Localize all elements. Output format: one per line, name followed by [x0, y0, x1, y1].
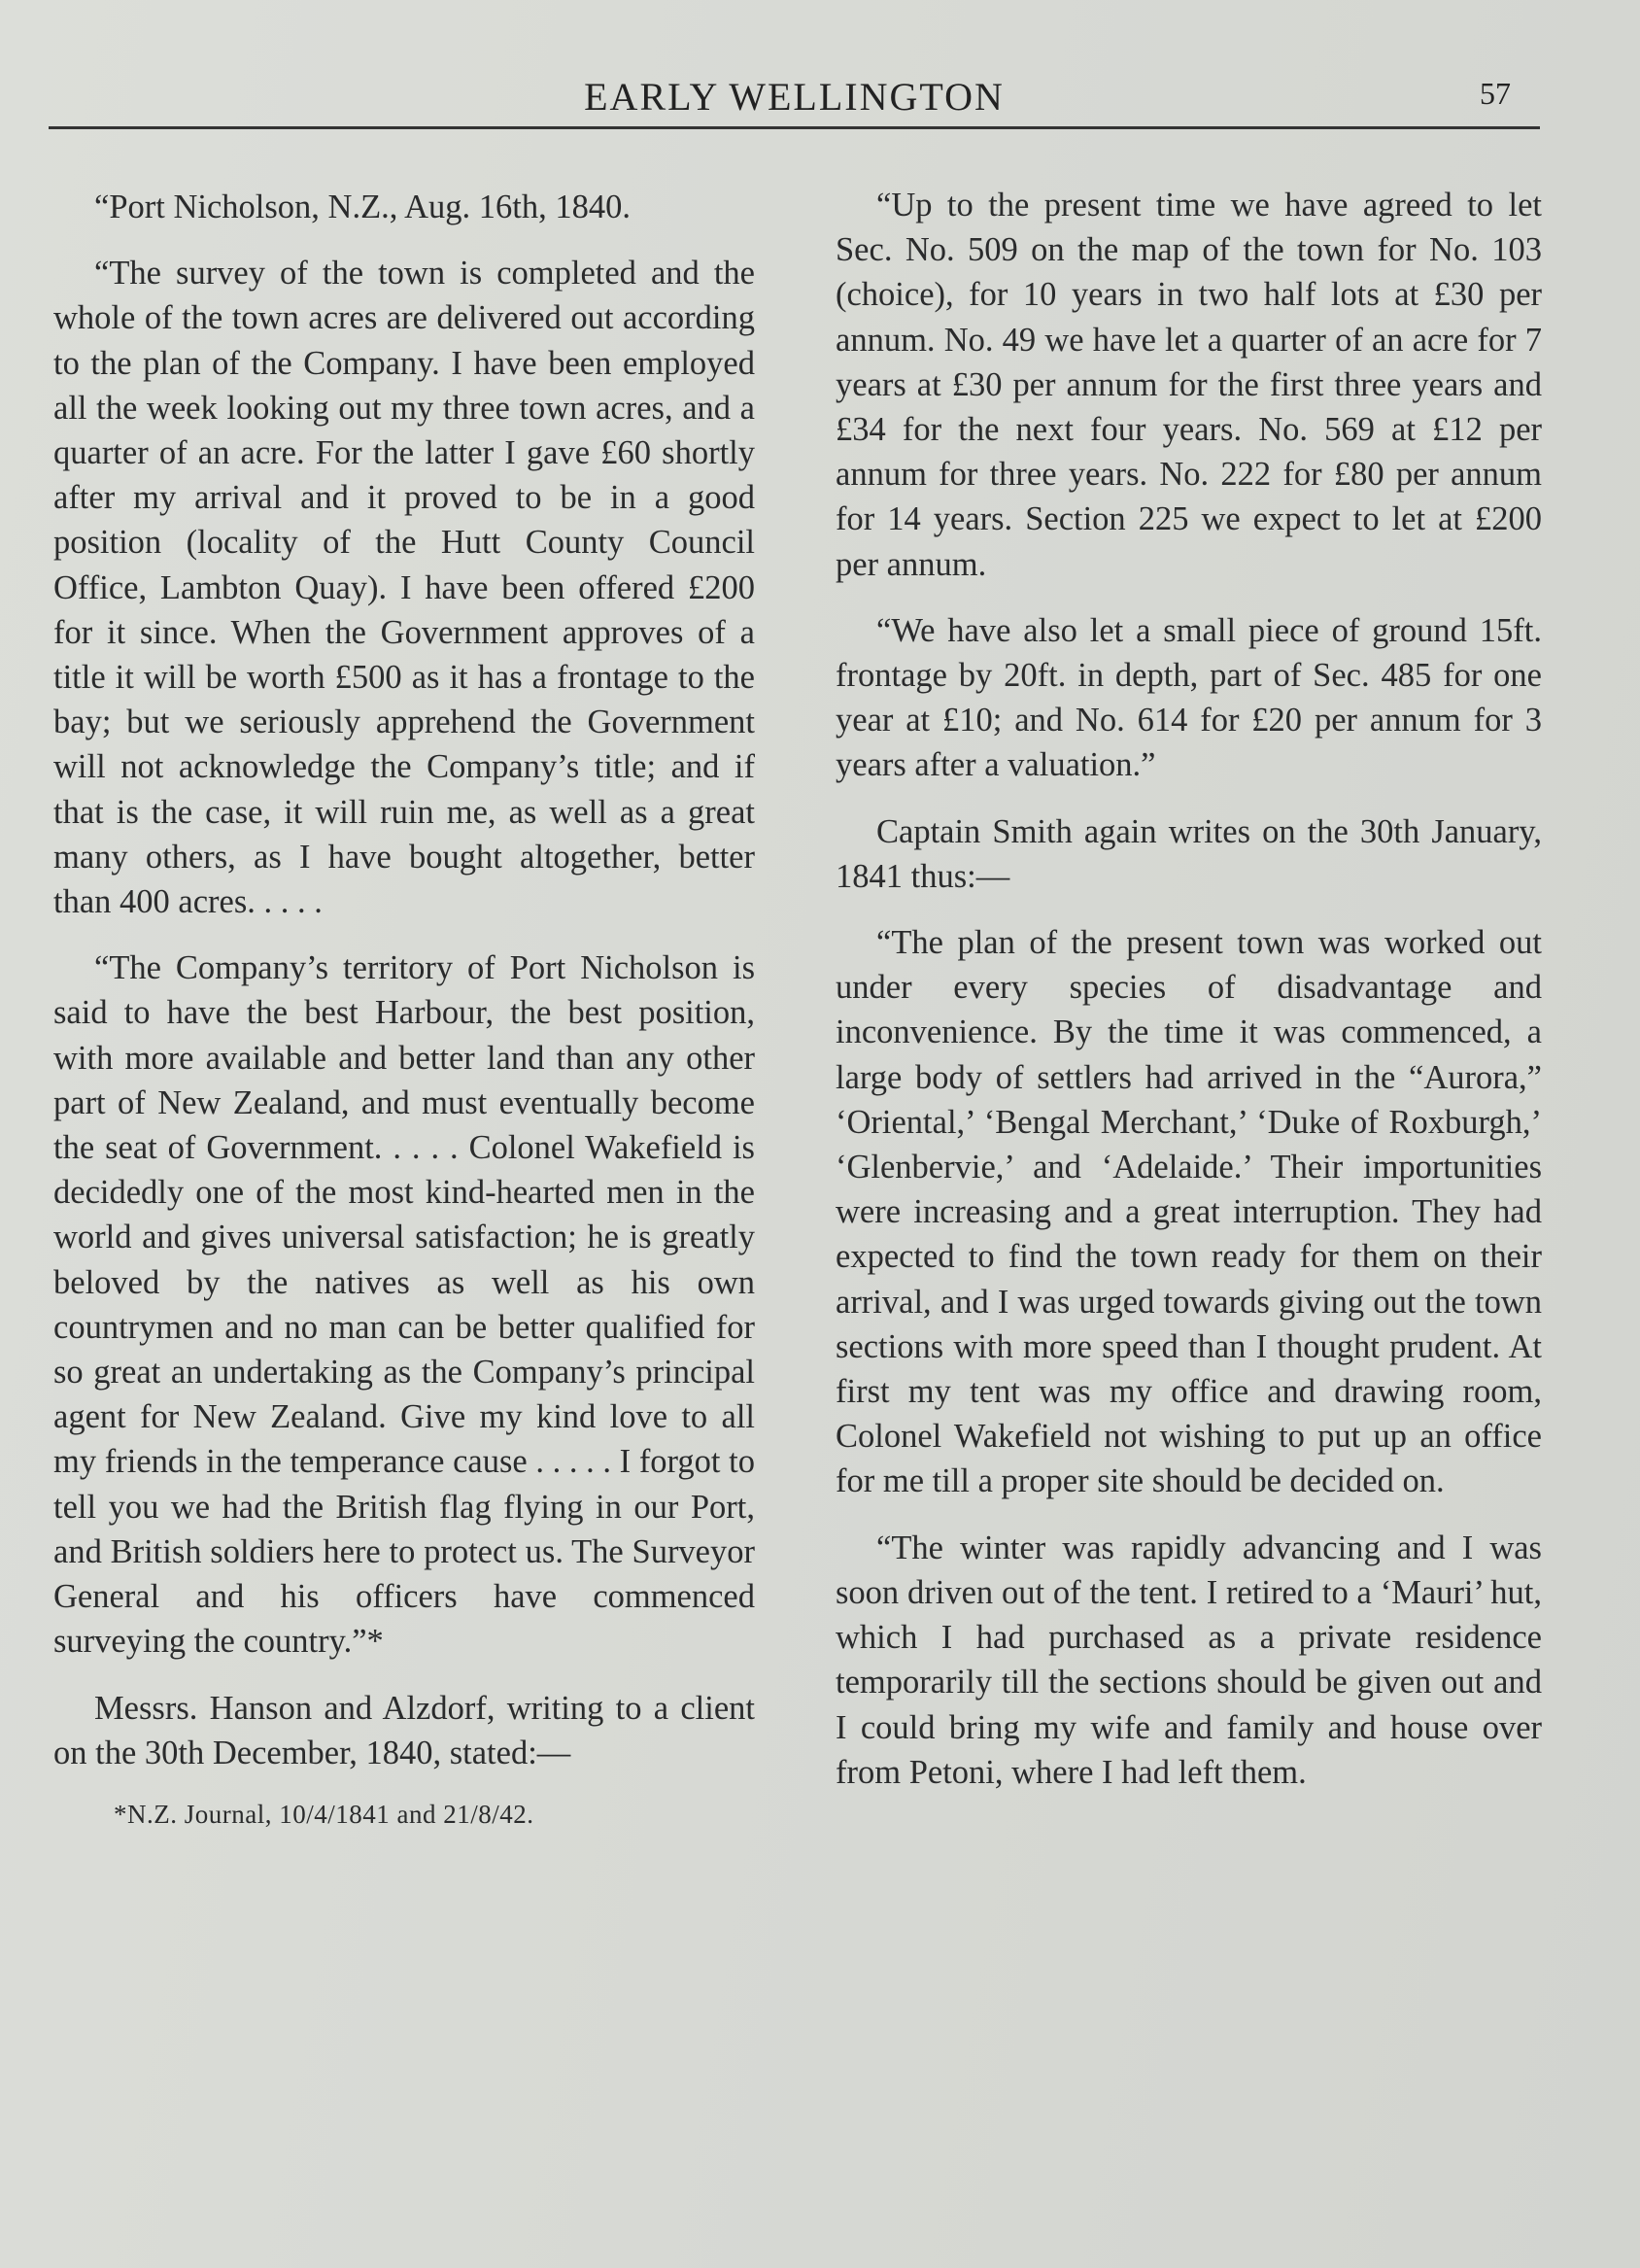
paragraph-dateline: “Port Nicholson, N.Z., Aug. 16th, 1840. [94, 189, 631, 225]
paragraph: Messrs. Hanson and Alzdorf, writing to a client on the 30th December, 1840, stated:— [53, 1689, 755, 1771]
left-column [53, 185, 755, 1832]
running-title: EARLY WELLINGTON [584, 75, 1005, 119]
paragraph: “We have also let a small piece of ground 15ft. frontage by 20ft. in depth, part of Sec. 485 for one year at £10; and No. 614 for £20 per annum for 3 years after a valuation.” [836, 611, 1542, 784]
page-number: 57 [1480, 76, 1511, 111]
paragraph: “The survey of the town is completed and the whole of the town acres are delivered out according to the plan of the Company. I have been employed all the week looking out my three town acres, and a quarter of an acre. For the latter I gave £60 shortly after my arrival and it proved to be in a good position (locality of the Hutt County Council Office, Lambton Quay). I have been offered £200 for it since. When the Government approves of a title it will be worth £500 as it has a frontage to the bay; but we seriously apprehend the Government will not acknowledge the Company’s title; and if that is the case, it will ruin me, as well as a great many others, as I have bought altogether, better than 400 acres. . . . . [53, 255, 755, 921]
footnote: *N.Z. Journal, 10/4/1841 and 21/8/42. [114, 1799, 534, 1829]
running-header [49, 70, 1540, 124]
paragraph: “Up to the present time we have agreed to let Sec. No. 509 on the map of the town for No. 103 (choice), for 10 years in two half lots at £30 per annum. No. 49 we have let a quarter of an acre for 7 years at £30 per annum for the first three years and £34 for the next four years. No. 569 at £12 per annum for three years. No. 222 for £80 per annum for 14 years. Section 225 we expect to let at £200 per annum. [836, 187, 1542, 583]
paragraph: Captain Smith again writes on the 30th January, 1841 thus:— [836, 812, 1542, 895]
paragraph: “The winter was rapidly advancing and I was soon driven out of the tent. I retired to a ‘Mauri’ hut, which I had purchased as a private residence temporarily till the sections should be given out and I could bring my wife and family and house over from Petoni, where I had left them. [836, 1529, 1542, 1791]
right-column [836, 183, 1542, 1816]
paragraph: “The plan of the present town was worked out under every species of disadvantage and inconvenience. By the time it was commenced, a large body of settlers had arrived in the “Aurora,” ‘Oriental,’ ‘Bengal Merchant,’ ‘Duke of Roxburgh,’ ‘Glenbervie,’ and ‘Adelaide.’ Their importunities were increasing and a great interruption. They had expected to find the town ready for them on their arrival, and I was urged towards giving out the town sections with more speed than I thought prudent. At first my tent was my office and drawing room, Colonel Wakefield not wishing to put up an office for me till a proper site should be decided on. [836, 924, 1542, 1500]
header-rule [49, 126, 1540, 129]
paragraph: “The Company’s territory of Port Nicholson is said to have the best Harbour, the best position, with more available and better land than any other part of New Zealand, and must eventually become the seat of Government. . . . . Colonel Wakefield is decidedly one of the most kind-hearted men in the world and gives universal satisfaction; he is greatly beloved by the natives as well as his own countrymen and no man can be better qualified for so great an undertaking as the Company’s principal agent for New Zealand. Give my kind love to all my friends in the temperance cause . . . . . I forgot to tell you we had the British flag flying in our Port, and British soldiers here to protect us. The Surveyor General and his officers have commenced surveying the country.”* [53, 949, 755, 1661]
